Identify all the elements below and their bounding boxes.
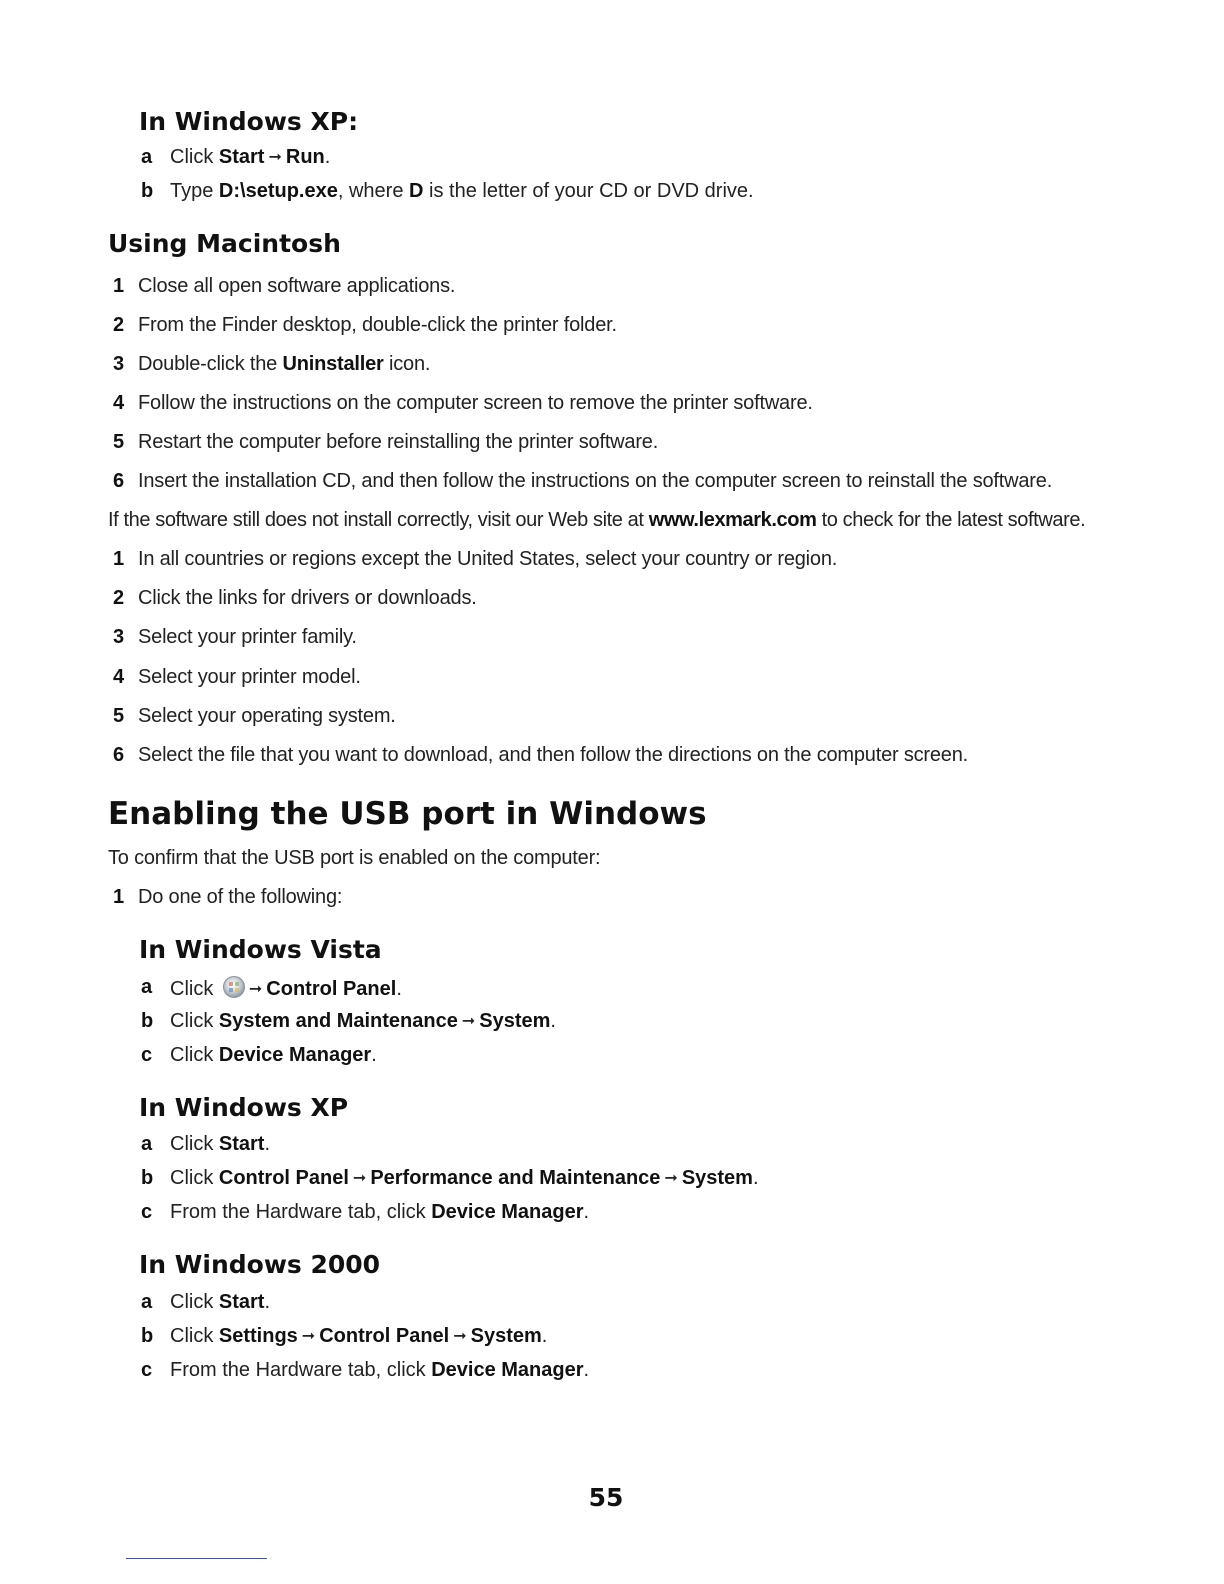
step-text: Click [170,1133,219,1155]
step-marker: a [141,1291,153,1313]
step-text: From the Hardware tab, click [170,1359,432,1381]
w2000-step-b [170,1325,547,1348]
note-text: If the software still does not install correctly, visit our Web site at [108,509,649,531]
step-text: Type [170,180,219,202]
step-marker: a [141,976,153,998]
mac-step-text: Close all open software applications. [138,275,456,297]
step-number: 1 [113,275,125,297]
bold-term: Device Manager [218,1044,372,1066]
step-number: 4 [113,392,125,414]
step-number: 6 [113,470,125,492]
step-number: 2 [113,587,125,609]
step-marker: a [141,1133,153,1155]
download-step-text: In all countries or regions except the United States, select your country or region. [138,548,838,570]
arrow-icon: ➞ [664,1170,678,1187]
windows-start-orb-icon [223,976,245,998]
download-step-text: Select the file that you want to download, and then follow the directions on the computer screen. [138,744,969,766]
vista-step-a [170,976,402,1001]
arrow-icon: ➞ [461,1013,476,1030]
mac-step-text: Insert the installation CD, and then follow the instructions on the computer screen to reinstall the software. [138,470,1053,492]
step-number: 6 [113,744,125,766]
lexmark-note [108,509,1085,532]
step-marker: c [141,1359,153,1381]
arrow-icon: ➞ [268,149,282,166]
step-text: . [264,1133,271,1155]
arrow-icon: ➞ [352,1170,367,1187]
step-text: Click [170,978,219,1000]
usb-xp-step-c [170,1201,589,1224]
step-number: 4 [113,666,125,688]
arrow-icon: ➞ [301,1328,316,1345]
step-text: , where [337,180,410,202]
step-marker: a [141,146,153,168]
page-number: 55 [588,1483,624,1512]
step-marker: b [141,1167,154,1189]
xp-step-a [170,146,330,169]
mac-step-text: From the Finder desktop, double-click the printer folder. [138,314,617,336]
w2000-step-a [170,1291,270,1314]
arrow-icon: ➞ [453,1328,467,1345]
step-text: Double-click the [138,353,283,375]
bold-term: Start [218,1291,265,1313]
xp-heading: In Windows XP: [139,107,359,136]
step-text: . [264,1291,271,1313]
bold-term: D [409,180,424,202]
bold-term: Settings [218,1325,298,1347]
bold-term: Start [218,1133,265,1155]
vista-step-b [170,1010,556,1033]
bold-term: System [681,1167,753,1189]
bold-term: Uninstaller [282,353,384,375]
mac-step-text: Restart the computer before reinstalling the printer software. [138,431,659,453]
usb-xp-step-a [170,1133,270,1156]
bold-term: Run [285,146,325,168]
usb-intro: To confirm that the USB port is enabled on the computer: [108,847,601,869]
bold-term: Device Manager [431,1359,584,1381]
step-marker: b [141,1325,154,1347]
note-text: to check for the latest software. [816,509,1086,531]
download-step-text: Select your operating system. [138,705,396,727]
w2000-heading: In Windows 2000 [139,1250,381,1279]
step-text: Click [170,1010,219,1032]
bold-term: Start [218,146,265,168]
step-marker: c [141,1044,153,1066]
bold-term: D:\setup.exe [218,180,338,202]
step-text: Click [170,1044,219,1066]
step-number: 5 [113,431,125,453]
step-text: Click [170,1167,219,1189]
w2000-step-c [170,1359,589,1382]
step-text: . [752,1167,759,1189]
lexmark-link[interactable]: www.lexmark.com [648,509,817,531]
usb-heading: Enabling the USB port in Windows [108,796,707,832]
step-text: . [396,978,402,1000]
mac-heading: Using Macintosh [108,229,341,258]
step-number: 3 [113,353,125,375]
bold-term: Control Panel [218,1167,349,1189]
step-number: 2 [113,314,125,336]
step-text: . [371,1044,377,1066]
bold-term: System [479,1010,551,1032]
bold-term: Performance and Maintenance [370,1167,661,1189]
mac-step-text: Follow the instructions on the computer screen to remove the printer software. [138,392,813,414]
step-number: 1 [113,548,125,570]
step-number: 3 [113,626,125,648]
step-text: . [583,1359,590,1381]
download-step-text: Select your printer family. [138,626,357,648]
mac-step-text [138,353,430,376]
step-marker: b [141,1010,154,1032]
step-number: 1 [113,886,125,908]
step-text: Click [170,146,219,168]
download-step-text: Select your printer model. [138,666,361,688]
step-marker: b [141,180,154,202]
usb-xp-step-b [170,1167,759,1190]
usb-xp-heading: In Windows XP [139,1093,349,1122]
bold-term: System and Maintenance [218,1010,458,1032]
step-text: icon. [383,353,431,375]
step-marker: c [141,1201,153,1223]
bold-term: Control Panel [266,978,397,1000]
usb-step-text: Do one of the following: [138,886,343,908]
step-text: . [583,1201,590,1223]
vista-step-c [170,1044,377,1067]
arrow-icon: ➞ [248,981,263,998]
bold-term: Device Manager [431,1201,584,1223]
vista-heading: In Windows Vista [139,935,382,964]
step-text: Click [170,1291,219,1313]
bold-term: System [470,1325,542,1347]
step-text: is the letter of your CD or DVD drive. [423,180,754,202]
step-text: From the Hardware tab, click [170,1201,432,1223]
footer-divider [126,1558,267,1559]
download-step-text: Click the links for drivers or downloads. [138,587,477,609]
xp-step-b [170,180,754,203]
step-text: Click [170,1325,219,1347]
step-text: . [550,1010,556,1032]
step-text: . [324,146,331,168]
bold-term: Control Panel [319,1325,450,1347]
step-text: . [541,1325,548,1347]
step-number: 5 [113,705,125,727]
